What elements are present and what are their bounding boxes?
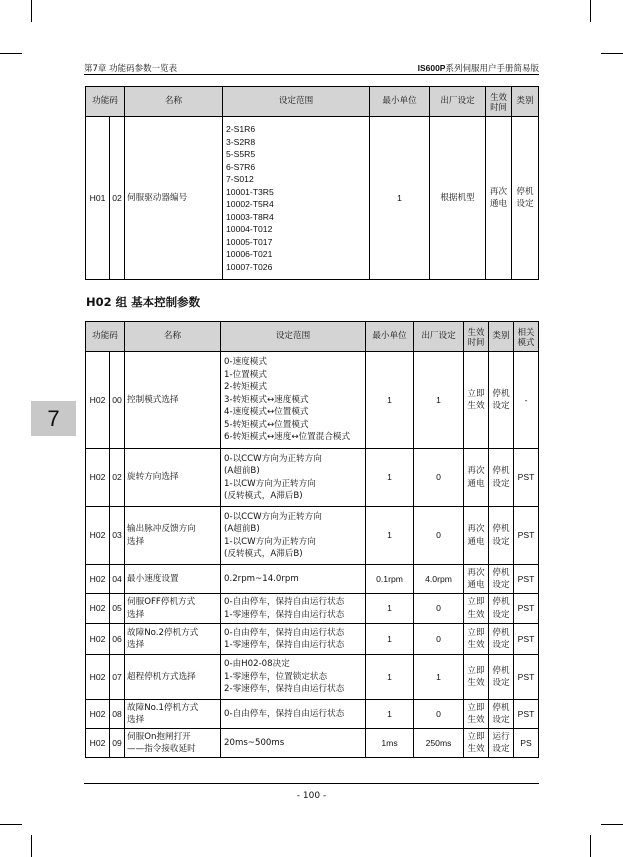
param-number: 09 — [110, 729, 125, 758]
table-row — [86, 507, 539, 565]
name-line: 超程停机方式选择 — [127, 671, 196, 682]
category-line: 设定 — [492, 609, 510, 620]
category — [489, 449, 514, 507]
effect-line: 通电 — [467, 478, 485, 489]
header-rule — [84, 74, 539, 75]
category-line: 停机 — [492, 597, 510, 607]
effect-line: 生效 — [467, 609, 485, 620]
range-line: 1-位置模式 — [224, 369, 267, 380]
column-header: 名称 — [125, 87, 223, 117]
column-header: 名称 — [125, 322, 221, 352]
page-number: - 100 - — [296, 791, 327, 801]
parameter-table-h02 — [85, 321, 539, 758]
category-line: 设定 — [492, 744, 510, 754]
min-unit: 1 — [366, 449, 414, 507]
table-row — [86, 449, 539, 507]
setting-range — [221, 700, 366, 729]
param-number: 08 — [110, 700, 125, 729]
column-header: 设定范围 — [221, 322, 366, 352]
range-line: 0-以CCW方向为正转方向 — [224, 453, 322, 464]
range-line: 5-转矩模式↔位置模式 — [224, 419, 309, 430]
product-name: IS600P — [417, 63, 446, 73]
effect-time — [464, 507, 489, 565]
param-name — [125, 594, 221, 624]
crop-mark — [0, 53, 22, 54]
factory-default: 根据机型 — [430, 117, 486, 280]
category-line: 设定 — [492, 715, 510, 725]
column-header: 功能码 — [86, 87, 125, 117]
name-line: 选择 — [127, 715, 145, 725]
category-line: 设定 — [492, 678, 510, 688]
range-line: 1-零速停车，保持自由运行状态 — [224, 640, 345, 650]
effect-time — [464, 449, 489, 507]
name-line: 最小速度设置 — [127, 573, 179, 584]
effect-time — [464, 624, 489, 655]
min-unit: 1 — [366, 624, 414, 655]
range-line: 4-速度模式↔位置模式 — [224, 407, 309, 418]
range-line: 20ms~500ms — [224, 737, 285, 748]
category — [489, 565, 514, 594]
table-row — [86, 352, 539, 449]
column-header: 最小单位 — [366, 322, 414, 352]
range-line: 10002-T5R4 — [226, 199, 274, 209]
running-header — [84, 60, 539, 74]
param-number: 03 — [110, 507, 125, 565]
min-unit: 1 — [366, 507, 414, 565]
category-line: 停机 — [492, 524, 510, 534]
range-line: 5-S5R5 — [226, 149, 256, 159]
category — [489, 700, 514, 729]
setting-range — [221, 655, 366, 700]
column-header: 设定范围 — [223, 87, 370, 117]
crop-mark — [590, 835, 591, 857]
factory-default: 0 — [414, 624, 464, 655]
name-line: 故障No.1停机方式 — [127, 702, 199, 713]
category-line: 设定 — [492, 478, 510, 489]
group-code: H02 — [86, 655, 110, 700]
column-header: 生效时间 — [486, 87, 512, 117]
param-number: 02 — [110, 449, 125, 507]
range-line: 6-S7R6 — [226, 161, 256, 172]
range-line: (反转模式，A滞后B) — [224, 491, 303, 501]
name-line: 伺服OFF停机方式 — [127, 597, 196, 607]
range-line: 0-由H02-08决定 — [224, 659, 290, 670]
range-line: 3-S2R8 — [226, 136, 256, 147]
category — [489, 594, 514, 624]
effect-line: 立即 — [467, 731, 485, 742]
min-unit: 1 — [366, 655, 414, 700]
column-header: 功能码 — [86, 322, 125, 352]
effect-line: 立即 — [467, 702, 485, 713]
group-code: H02 — [86, 449, 110, 507]
effect-line: 再次 — [489, 186, 508, 197]
category — [489, 352, 514, 449]
related-mode: PST — [514, 594, 539, 624]
range-line: 6-转矩模式↔速度↔位置混合模式 — [224, 432, 351, 443]
table-row — [86, 565, 539, 594]
name-line: 伺服On抱闸打开 — [127, 731, 191, 742]
name-line: 选择 — [127, 536, 145, 547]
range-line: (反转模式，A滞后B) — [224, 549, 303, 559]
group-code: H01 — [86, 117, 110, 280]
range-line: 2-零速停车，保持自由运行状态 — [224, 684, 345, 695]
effect-time — [464, 655, 489, 700]
related-mode: PST — [514, 700, 539, 729]
effect-line: 生效 — [467, 715, 485, 725]
factory-default: 0 — [414, 507, 464, 565]
column-header: 类别 — [489, 322, 514, 352]
factory-default: 250ms — [414, 729, 464, 758]
category — [512, 117, 539, 280]
crop-mark — [601, 53, 623, 54]
table-row — [86, 655, 539, 700]
range-line: 10003-T8R4 — [226, 211, 274, 222]
param-name — [125, 565, 221, 594]
range-line: 2-S1R6 — [226, 124, 256, 134]
param-number: 02 — [110, 117, 125, 280]
param-number: 04 — [110, 565, 125, 594]
category-line: 停机 — [516, 186, 534, 197]
section-title: H02 组 基本控制参数 — [86, 295, 201, 309]
category-line: 运行 — [492, 731, 510, 742]
range-line: (A超前B) — [224, 524, 260, 534]
name-line: 控制模式选择 — [127, 394, 179, 405]
category — [489, 507, 514, 565]
related-mode: PST — [514, 507, 539, 565]
crop-mark — [31, 835, 32, 857]
effect-time — [464, 352, 489, 449]
min-unit: 1 — [370, 117, 430, 280]
effect-line: 再次 — [467, 524, 485, 534]
effect-line: 再次 — [467, 567, 485, 578]
column-header: 最小单位 — [370, 87, 430, 117]
param-name — [125, 507, 221, 565]
setting-range — [221, 449, 366, 507]
range-line: 10005-T017 — [226, 236, 273, 247]
chapter-title: 第7章 功能码参数一览表 — [84, 64, 178, 74]
range-line: 10001-T3R5 — [226, 186, 274, 197]
column-header: 生效时间 — [464, 322, 489, 352]
effect-time — [464, 594, 489, 624]
table-row — [86, 117, 539, 280]
name-line: 旋转方向选择 — [127, 472, 179, 483]
setting-range — [221, 729, 366, 758]
group-code: H02 — [86, 700, 110, 729]
min-unit: 1ms — [366, 729, 414, 758]
range-line: 0-自由停车，保持自由运行状态 — [224, 708, 345, 719]
range-line: (A超前B) — [224, 466, 260, 476]
name-line: 输出脉冲反馈方向 — [127, 524, 196, 534]
effect-time — [464, 700, 489, 729]
range-line: 1-零速停车，位置锁定状态 — [224, 671, 328, 682]
group-code: H02 — [86, 624, 110, 655]
factory-default: 1 — [414, 655, 464, 700]
manual-subtitle: 系列伺服用户手册简易版 — [445, 64, 539, 74]
effect-time — [464, 729, 489, 758]
category-line: 设定 — [492, 640, 510, 650]
range-line: 10004-T012 — [226, 224, 273, 234]
column-header: 相关模式 — [514, 322, 539, 352]
setting-range — [221, 594, 366, 624]
manual-title — [418, 62, 539, 74]
footer-rule — [84, 783, 539, 784]
range-line: 1-零速停车，保持自由运行状态 — [224, 609, 345, 620]
related-mode: PST — [514, 655, 539, 700]
name-line: 故障No.2停机方式 — [127, 627, 199, 638]
column-header: 出厂设定 — [414, 322, 464, 352]
effect-time — [464, 565, 489, 594]
name-line: 选择 — [127, 640, 145, 650]
effect-line: 生效 — [467, 401, 485, 411]
setting-range — [221, 507, 366, 565]
effect-time — [486, 117, 512, 280]
range-line: 10007-T026 — [226, 261, 273, 272]
range-line: 0-自由停车，保持自由运行状态 — [224, 627, 345, 638]
min-unit: 1 — [366, 594, 414, 624]
range-line: 0-以CCW方向为正转方向 — [224, 511, 322, 522]
effect-line: 生效 — [467, 640, 485, 650]
group-code: H02 — [86, 507, 110, 565]
effect-line: 再次 — [467, 466, 485, 476]
category — [489, 655, 514, 700]
name-line: ——指令接收延时 — [127, 744, 196, 754]
factory-default: 1 — [414, 352, 464, 449]
min-unit: 1 — [366, 700, 414, 729]
category-line: 设定 — [492, 401, 510, 411]
parameter-table-h01 — [85, 86, 539, 280]
table-row — [86, 729, 539, 758]
setting-range — [221, 352, 366, 449]
crop-mark — [0, 824, 22, 825]
range-line: 0-速度模式 — [224, 357, 267, 368]
param-name — [125, 729, 221, 758]
param-number: 07 — [110, 655, 125, 700]
factory-default: 0 — [414, 700, 464, 729]
param-name — [125, 655, 221, 700]
effect-line: 立即 — [467, 627, 485, 638]
chapter-tab: 7 — [31, 401, 76, 436]
category — [489, 729, 514, 758]
range-line: 0.2rpm~14.0rpm — [224, 573, 299, 584]
factory-default: 4.0rpm — [414, 565, 464, 594]
effect-line: 通电 — [467, 536, 485, 547]
category-line: 停机 — [492, 627, 510, 638]
table-row — [86, 624, 539, 655]
table-row — [86, 594, 539, 624]
name-line: 选择 — [127, 609, 145, 620]
param-name: 伺服驱动器编号 — [125, 117, 223, 280]
param-number: 00 — [110, 352, 125, 449]
effect-line: 立即 — [467, 665, 485, 676]
param-number: 05 — [110, 594, 125, 624]
crop-mark — [601, 824, 623, 825]
crop-mark — [31, 0, 32, 22]
category-line: 设定 — [492, 536, 510, 547]
category-line: 设定 — [516, 199, 534, 209]
range-line: 10006-T021 — [226, 249, 273, 259]
param-name — [125, 700, 221, 729]
group-code: H02 — [86, 352, 110, 449]
min-unit: 1 — [366, 352, 414, 449]
range-line: 0-自由停车，保持自由运行状态 — [224, 597, 345, 607]
effect-line: 立即 — [467, 388, 485, 399]
setting-range — [221, 565, 366, 594]
column-header: 出厂设定 — [430, 87, 486, 117]
range-line: 1-以CW方向为正转方向 — [224, 478, 316, 489]
range-line: 1-以CW方向为正转方向 — [224, 536, 316, 547]
group-code: H02 — [86, 565, 110, 594]
range-line: 7-S012 — [226, 174, 254, 184]
setting-range — [221, 624, 366, 655]
column-header: 类别 — [512, 87, 539, 117]
category-line: 停机 — [492, 466, 510, 476]
related-mode: - — [514, 352, 539, 449]
category-line: 设定 — [492, 580, 510, 590]
group-code: H02 — [86, 594, 110, 624]
param-number: 06 — [110, 624, 125, 655]
table-row — [86, 700, 539, 729]
crop-mark — [590, 0, 591, 22]
setting-range — [223, 117, 370, 280]
param-name — [125, 352, 221, 449]
group-code: H02 — [86, 729, 110, 758]
param-name — [125, 449, 221, 507]
effect-line: 生效 — [467, 744, 485, 754]
category-line: 停机 — [492, 702, 510, 713]
min-unit: 0.1rpm — [366, 565, 414, 594]
effect-line: 立即 — [467, 597, 485, 607]
related-mode: PST — [514, 624, 539, 655]
category-line: 停机 — [492, 388, 510, 399]
factory-default: 0 — [414, 594, 464, 624]
range-line: 3-转矩模式↔速度模式 — [224, 394, 309, 405]
related-mode: PST — [514, 449, 539, 507]
effect-line: 通电 — [467, 580, 485, 590]
effect-line: 通电 — [489, 199, 508, 209]
related-mode: PST — [514, 565, 539, 594]
related-mode: PS — [514, 729, 539, 758]
category — [489, 624, 514, 655]
factory-default: 0 — [414, 449, 464, 507]
effect-line: 生效 — [467, 678, 485, 688]
category-line: 停机 — [492, 665, 510, 676]
param-name — [125, 624, 221, 655]
category-line: 停机 — [492, 567, 510, 578]
range-line: 2-转矩模式 — [224, 382, 267, 393]
